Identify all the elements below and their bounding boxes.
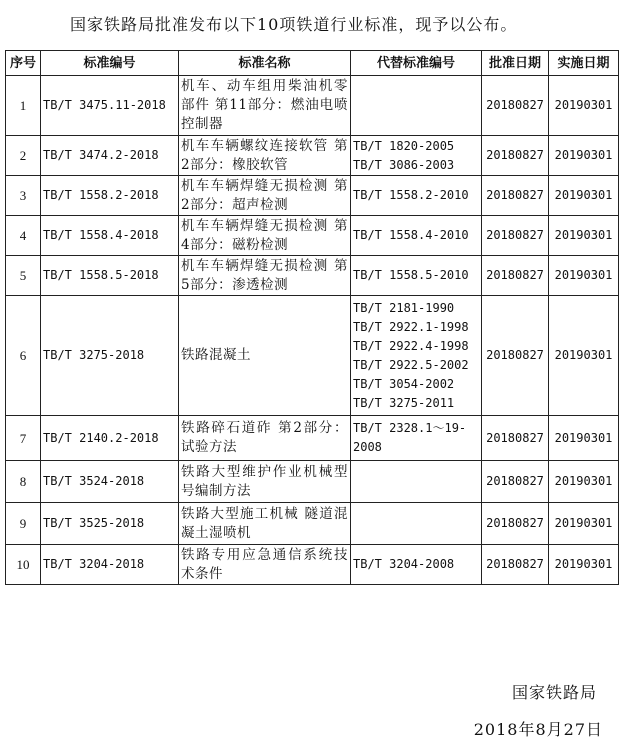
replaced-standard-code: TB/T 1820-2005 bbox=[353, 138, 455, 153]
replaced-standard-code: TB/T 1558.5-2010 bbox=[353, 268, 469, 282]
row-index: 5 bbox=[6, 256, 41, 296]
row-index: 8 bbox=[6, 461, 41, 503]
replaced-standards bbox=[351, 176, 482, 216]
replaced-standards bbox=[351, 76, 482, 136]
table-row bbox=[6, 256, 619, 296]
standard-name: 机车车辆焊缝无损检测 第5部分：渗透检测 bbox=[179, 256, 351, 296]
effective-date: 20190301 bbox=[549, 461, 619, 503]
replaced-standards bbox=[351, 461, 482, 503]
effective-date: 20190301 bbox=[549, 176, 619, 216]
row-index: 9 bbox=[6, 503, 41, 545]
standard-name: 铁路混凝土 bbox=[179, 296, 351, 416]
table-header-row bbox=[6, 51, 619, 76]
replaced-standards bbox=[351, 136, 482, 176]
standard-code: TB/T 3275-2018 bbox=[41, 296, 179, 416]
standard-name: 铁路大型维护作业机械型号编制方法 bbox=[179, 461, 351, 503]
replaced-standard-code: TB/T 2922.4-1998 bbox=[353, 338, 469, 353]
effective-date: 20190301 bbox=[549, 416, 619, 461]
replaced-standards bbox=[351, 416, 482, 461]
replaced-standard-code: TB/T 1558.2-2010 bbox=[353, 188, 469, 202]
header-effective: 实施日期 bbox=[549, 51, 619, 76]
approval-date: 20180827 bbox=[482, 136, 549, 176]
table-row bbox=[6, 216, 619, 256]
effective-date: 20190301 bbox=[549, 136, 619, 176]
standard-code: TB/T 3525-2018 bbox=[41, 503, 179, 545]
replaced-standards bbox=[351, 545, 482, 585]
standard-name: 机车车辆焊缝无损检测 第2部分：超声检测 bbox=[179, 176, 351, 216]
table-row bbox=[6, 416, 619, 461]
replaced-standard-code: TB/T 2181-1990 bbox=[353, 300, 455, 315]
issuing-authority: 国家铁路局 bbox=[511, 683, 597, 702]
announcement-intro: 国家铁路局批准发布以下10项铁道行业标准，现予以公布。 bbox=[70, 15, 518, 34]
standard-code: TB/T 1558.5-2018 bbox=[41, 256, 179, 296]
header-name: 标准名称 bbox=[179, 51, 351, 76]
replaced-standard-code: TB/T 2922.5-2002 bbox=[353, 357, 469, 372]
header-index: 序号 bbox=[6, 51, 41, 76]
row-index: 3 bbox=[6, 176, 41, 216]
row-index: 4 bbox=[6, 216, 41, 256]
table-row bbox=[6, 503, 619, 545]
standard-code: TB/T 3524-2018 bbox=[41, 461, 179, 503]
standard-name: 机车车辆焊缝无损检测 第4部分：磁粉检测 bbox=[179, 216, 351, 256]
effective-date: 20190301 bbox=[549, 545, 619, 585]
approval-date: 20180827 bbox=[482, 76, 549, 136]
replaced-standard-code: TB/T 3204-2008 bbox=[353, 557, 455, 571]
effective-date: 20190301 bbox=[549, 216, 619, 256]
approval-date: 20180827 bbox=[482, 256, 549, 296]
replaced-standard-code: TB/T 2328.1～19-2008 bbox=[353, 421, 467, 454]
row-index: 6 bbox=[6, 296, 41, 416]
row-index: 1 bbox=[6, 76, 41, 136]
replaced-standard-code: TB/T 2922.1-1998 bbox=[353, 319, 469, 334]
effective-date: 20190301 bbox=[549, 503, 619, 545]
row-index: 2 bbox=[6, 136, 41, 176]
header-code: 标准编号 bbox=[41, 51, 179, 76]
replaced-standard-code: TB/T 3054-2002 bbox=[353, 376, 455, 391]
standard-code: TB/T 2140.2-2018 bbox=[41, 416, 179, 461]
replaced-standard-code: TB/T 3086-2003 bbox=[353, 157, 455, 172]
replaced-standards bbox=[351, 503, 482, 545]
approval-date: 20180827 bbox=[482, 545, 549, 585]
replaced-standards bbox=[351, 296, 482, 416]
effective-date: 20190301 bbox=[549, 76, 619, 136]
standard-code: TB/T 3474.2-2018 bbox=[41, 136, 179, 176]
approval-date: 20180827 bbox=[482, 416, 549, 461]
table-row bbox=[6, 136, 619, 176]
effective-date: 20190301 bbox=[549, 296, 619, 416]
standard-code: TB/T 1558.2-2018 bbox=[41, 176, 179, 216]
table-row bbox=[6, 176, 619, 216]
approval-date: 20180827 bbox=[482, 176, 549, 216]
table-row bbox=[6, 76, 619, 136]
row-index: 10 bbox=[6, 545, 41, 585]
standard-name: 铁路专用应急通信系统技术条件 bbox=[179, 545, 351, 585]
table-row bbox=[6, 461, 619, 503]
standard-code: TB/T 3204-2018 bbox=[41, 545, 179, 585]
standard-name: 铁路大型施工机械 隧道混凝土湿喷机 bbox=[179, 503, 351, 545]
standard-name: 机车车辆螺纹连接软管 第2部分：橡胶软管 bbox=[179, 136, 351, 176]
standard-code: TB/T 1558.4-2018 bbox=[41, 216, 179, 256]
effective-date: 20190301 bbox=[549, 256, 619, 296]
approval-date: 20180827 bbox=[482, 216, 549, 256]
replaced-standards bbox=[351, 256, 482, 296]
standard-name: 机车、动车组用柴油机零部件 第11部分：燃油电喷控制器 bbox=[179, 76, 351, 136]
header-approved: 批准日期 bbox=[482, 51, 549, 76]
approval-date: 20180827 bbox=[482, 296, 549, 416]
row-index: 7 bbox=[6, 416, 41, 461]
replaced-standard-code: TB/T 1558.4-2010 bbox=[353, 228, 469, 242]
approval-date: 20180827 bbox=[482, 461, 549, 503]
standard-name: 铁路碎石道砟 第2部分：试验方法 bbox=[179, 416, 351, 461]
issue-date: 2018年8月27日 bbox=[473, 720, 603, 739]
table-row bbox=[6, 545, 619, 585]
header-replaces: 代替标准编号 bbox=[351, 51, 482, 76]
standards-table bbox=[5, 50, 619, 585]
approval-date: 20180827 bbox=[482, 503, 549, 545]
replaced-standard-code: TB/T 3275-2011 bbox=[353, 395, 455, 410]
table-row bbox=[6, 296, 619, 416]
replaced-standards bbox=[351, 216, 482, 256]
standard-code: TB/T 3475.11-2018 bbox=[41, 76, 179, 136]
